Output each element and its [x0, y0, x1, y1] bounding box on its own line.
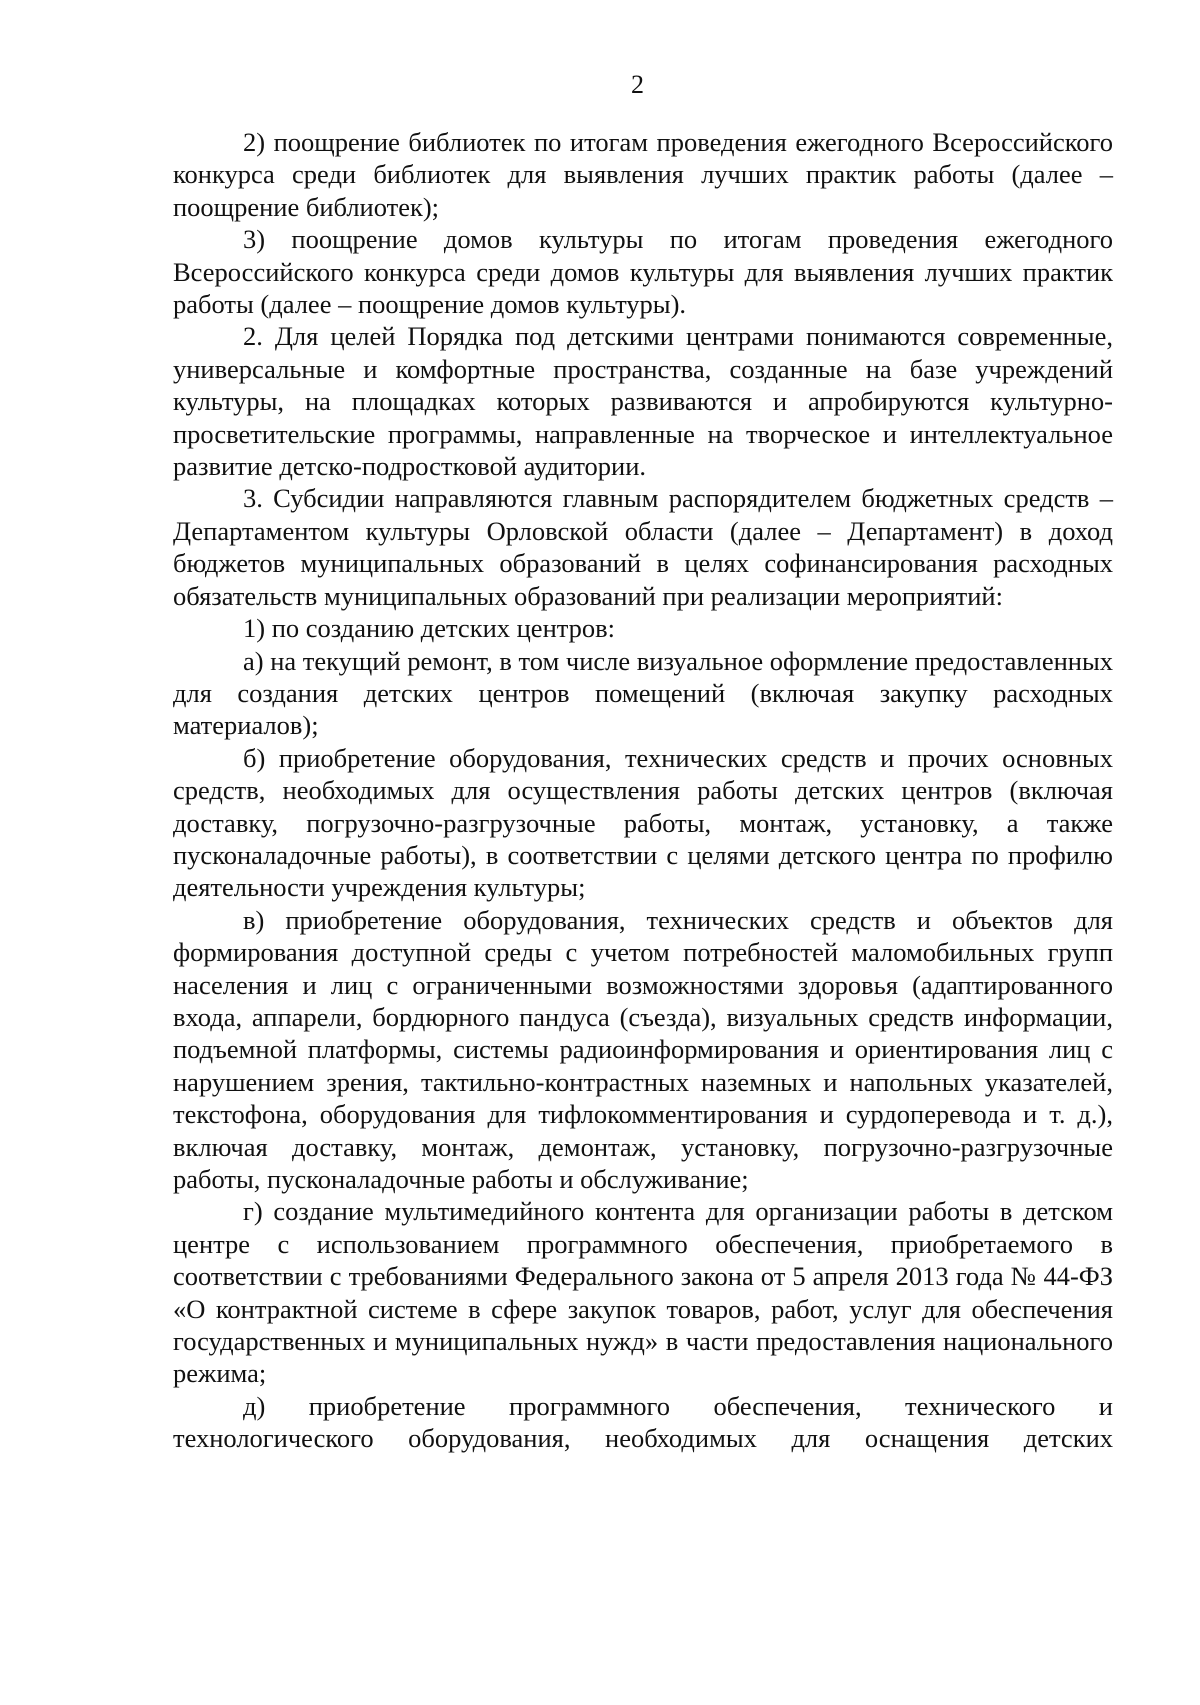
- paragraph-subitem-b-equipment: б) приобретение оборудования, технических средств и прочих основных средств, необходимых для осуществления работы детских центров (включая доставку, погрузочно-разгрузочные работы, монтаж, установку, а также пусконаладочные работы), в соответствии с целями детского центра по профилю деятельности учреждения культуры;: [173, 742, 1113, 903]
- paragraph-subitem-d-software: д) приобретение программного обеспечения, технического и технологического оборудования, необходимых для оснащения детских: [173, 1390, 1113, 1454]
- paragraph-subitem-v-accessibility: в) приобретение оборудования, технических средств и объектов для формирования доступной среды с учетом потребностей маломобильных групп населения и лиц с ограниченными возможностями здоровья (адаптированного входа, аппарели, бордюрного пандуса (съезда), визуальных средств информации, подъемной платформы, системы радиоинформирования и ориентирования лиц с нарушением зрения, тактильно-контрастных наземных и напольных указателей, текстофона, оборудования для тифлокомментирования и сурдоперевода и т. д.), включая доставку, монтаж, демонтаж, установку, погрузочно-разгрузочные работы, пусконаладочные работы и обслуживание;: [173, 904, 1113, 1194]
- paragraph-item-3-culture-house-incentive: 3) поощрение домов культуры по итогам проведения ежегодного Всероссийского конкурса среди домов культуры для выявления лучших практик работы (далее – поощрение домов культуры).: [173, 224, 1113, 320]
- document-body: [173, 126, 1113, 1455]
- paragraph-section-2-children-centers: 2. Для целей Порядка под детскими центрами понимаются современные, универсальные и комфортные пространства, созданные на базе учреждений культуры, на площадках которых развиваются и апробируются культурно-просветительские программы, направленные на творческое и интеллектуальное развитие детско-подростковой аудитории.: [173, 321, 1113, 482]
- paragraph-section-3-subsidies: 3. Субсидии направляются главным распорядителем бюджетных средств – Департаментом культуры Орловской области (далее – Департамент) в доход бюджетов муниципальных образований в целях софинансирования расходных обязательств муниципальных образований при реализации мероприятий:: [173, 483, 1113, 611]
- paragraph-subitem-a-repair: а) на текущий ремонт, в том числе визуальное оформление предоставленных для создания детских центров помещений (включая закупку расходных материалов);: [173, 645, 1113, 741]
- paragraph-item-1-creation: 1) по созданию детских центров:: [243, 613, 616, 644]
- paragraph-item-2-library-incentive: 2) поощрение библиотек по итогам проведения ежегодного Всероссийского конкурса среди библиотек для выявления лучших практик работы (далее – поощрение библиотек);: [173, 127, 1113, 222]
- page-number: 2: [631, 70, 644, 99]
- paragraph-subitem-g-multimedia: г) создание мультимедийного контента для организации работы в детском центре с использованием программного обеспечения, приобретаемого в соответствии с требованиями Федерального закона от 5 апреля 2013 года № 44-ФЗ «О контрактной системе в сфере закупок товаров, работ, услуг для обеспечения государственных и муниципальных нужд» в части предоставления национального режима;: [173, 1196, 1113, 1389]
